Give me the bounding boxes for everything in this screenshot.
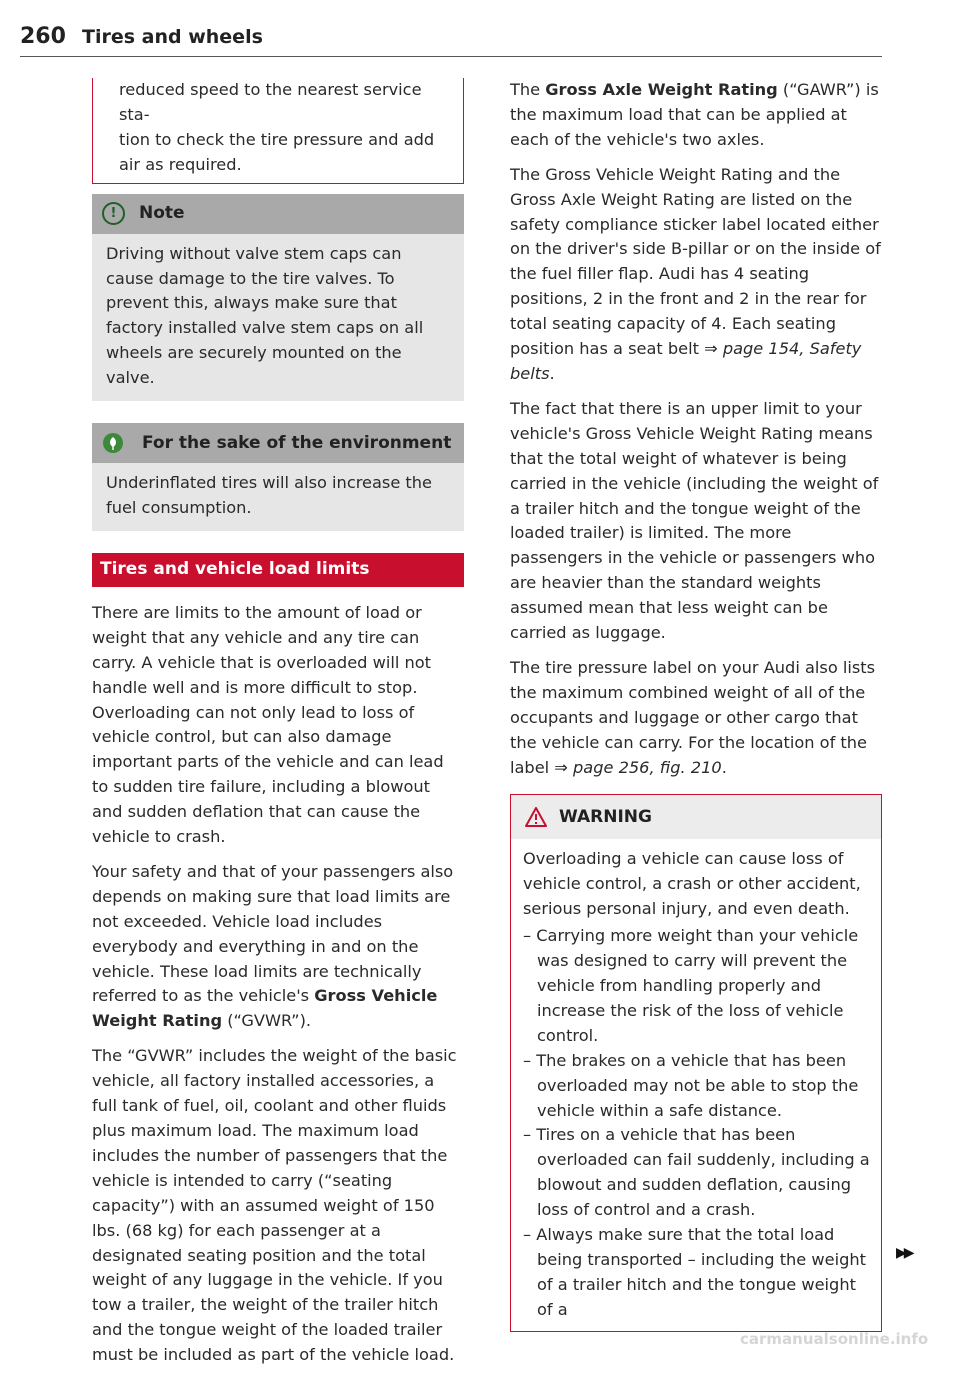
- continued-text-line: reduced speed to the nearest service sta-: [119, 80, 422, 124]
- warning-intro: Overloading a vehicle can cause loss of vehicle control, a crash or other accident, serious personal injury, and even death.: [523, 849, 861, 919]
- chapter-title: Tires and wheels: [82, 26, 263, 48]
- section-heading: Tires and vehicle load limits: [92, 553, 464, 587]
- warning-box: [510, 794, 882, 1331]
- warning-triangle-icon: [525, 807, 547, 827]
- continued-text-line: air as required.: [119, 154, 242, 174]
- right-column: [510, 78, 882, 1332]
- body-paragraph: The Gross Axle Weight Rating (“GAWR”) is the maximum load that can be applied at each of the vehicle's two axles.: [510, 80, 879, 149]
- continue-arrow-icon: ▶▶: [896, 1245, 912, 1261]
- body-paragraph: The Gross Vehicle Weight Rating and the Gross Axle Weight Rating are listed on the safety compliance sticker label located either on the driver's side B-pillar or on the inside of the fuel filler flap. Audi has 4 seating positions, 2 in the front and 2 in the rear for total seating capacity of 4. Each seating position has a seat belt ⇒ page 154, Safety belts.: [510, 164, 881, 383]
- body-paragraph: The tire pressure label on your Audi also lists the maximum combined weight of all of the occupants and luggage or other cargo that the vehicle can carry. For the location of the label ⇒ page 256, fig. 210.: [510, 657, 876, 777]
- warning-header: [511, 795, 881, 839]
- watermark: carmanualsonline.info: [740, 1330, 929, 1348]
- leaf-icon: [102, 432, 124, 454]
- environment-box: [92, 423, 464, 531]
- warning-title: WARNING: [559, 807, 652, 828]
- environment-text: Underinflated tires will also increase the fuel consumption.: [106, 473, 432, 517]
- warning-item: – Carrying more weight than your vehicle was designed to carry will prevent the vehicle from handling properly and increase the risk of the loss of vehicle control.: [523, 924, 871, 1049]
- body-paragraph: The “GVWR” includes the weight of the basic vehicle, all factory installed accessories, a full tank of fuel, oil, coolant and other fluids plus maximum load. The maximum load includes the number of passengers that the vehicle is intended to carry (“seating capacity”) with an assumed weight of 150 lbs. (68 kg) for each passenger at a designated seating position and the total weight of any luggage in the vehicle. If you tow a trailer, the weight of the trailer hitch and the tongue weight of the loaded trailer must be included as part of the vehicle load.: [92, 1046, 457, 1365]
- cross-reference-link[interactable]: ⇒ page 154, Safety belts: [510, 339, 862, 383]
- environment-header: [92, 423, 464, 463]
- warning-list: [523, 924, 871, 1323]
- continued-warning-box: [92, 78, 464, 184]
- note-box: [92, 194, 464, 401]
- page-header: [20, 22, 882, 57]
- body-paragraph: Your safety and that of your passengers also depends on making sure that load limits are not exceeded. Vehicle load includes everybody and everything in and on the vehicle. These load limits are technically referred to as the vehicle's Gross Vehicle Weight Rating (“GVWR”).: [92, 861, 454, 1031]
- body-paragraph: The fact that there is an upper limit to your vehicle's Gross Vehicle Weight Rating means that the total weight of whatever is being carried in the vehicle (including the weight of a trailer hitch and the tongue weight of the loaded trailer) is limited. The more passengers in the vehicle or passengers who are heavier than the standard weights assumed mean that less weight can be carried as luggage.: [510, 398, 879, 643]
- warning-item: – Always make sure that the total load being transported – including the weight of a trailer hitch and the tongue weight of a: [523, 1223, 871, 1323]
- note-text: Driving without valve stem caps can cause damage to the tire valves. To prevent this, always make sure that factory installed valve stem caps on all wheels are securely mounted on the valve.: [106, 243, 424, 388]
- note-header: [92, 194, 464, 234]
- warning-item: – Tires on a vehicle that has been overloaded can fail suddenly, including a blowout and sudden deflation, causing loss of control and a crash.: [523, 1123, 871, 1223]
- warning-item: – The brakes on a vehicle that has been overloaded may not be able to stop the vehicle within a safe distance.: [523, 1049, 871, 1124]
- cross-reference-link[interactable]: ⇒ page 256, fig. 210: [554, 757, 722, 777]
- environment-title: For the sake of the environment: [142, 432, 452, 453]
- body-paragraph: There are limits to the amount of load or weight that any vehicle and any tire can carry. A vehicle that is overloaded will not handle well and is more difficult to stop. Overloading can not only lead to loss of vehicle control, but can also damage important parts of the vehicle and can lead to sudden tire failure, including a blowout and sudden deflation that can cause the vehicle to crash.: [92, 602, 444, 847]
- note-icon: !: [102, 202, 125, 225]
- page-number: 260: [20, 24, 66, 49]
- continued-text-line: tion to check the tire pressure and add: [119, 129, 435, 149]
- note-title: Note: [139, 203, 185, 224]
- left-column: [92, 78, 464, 1378]
